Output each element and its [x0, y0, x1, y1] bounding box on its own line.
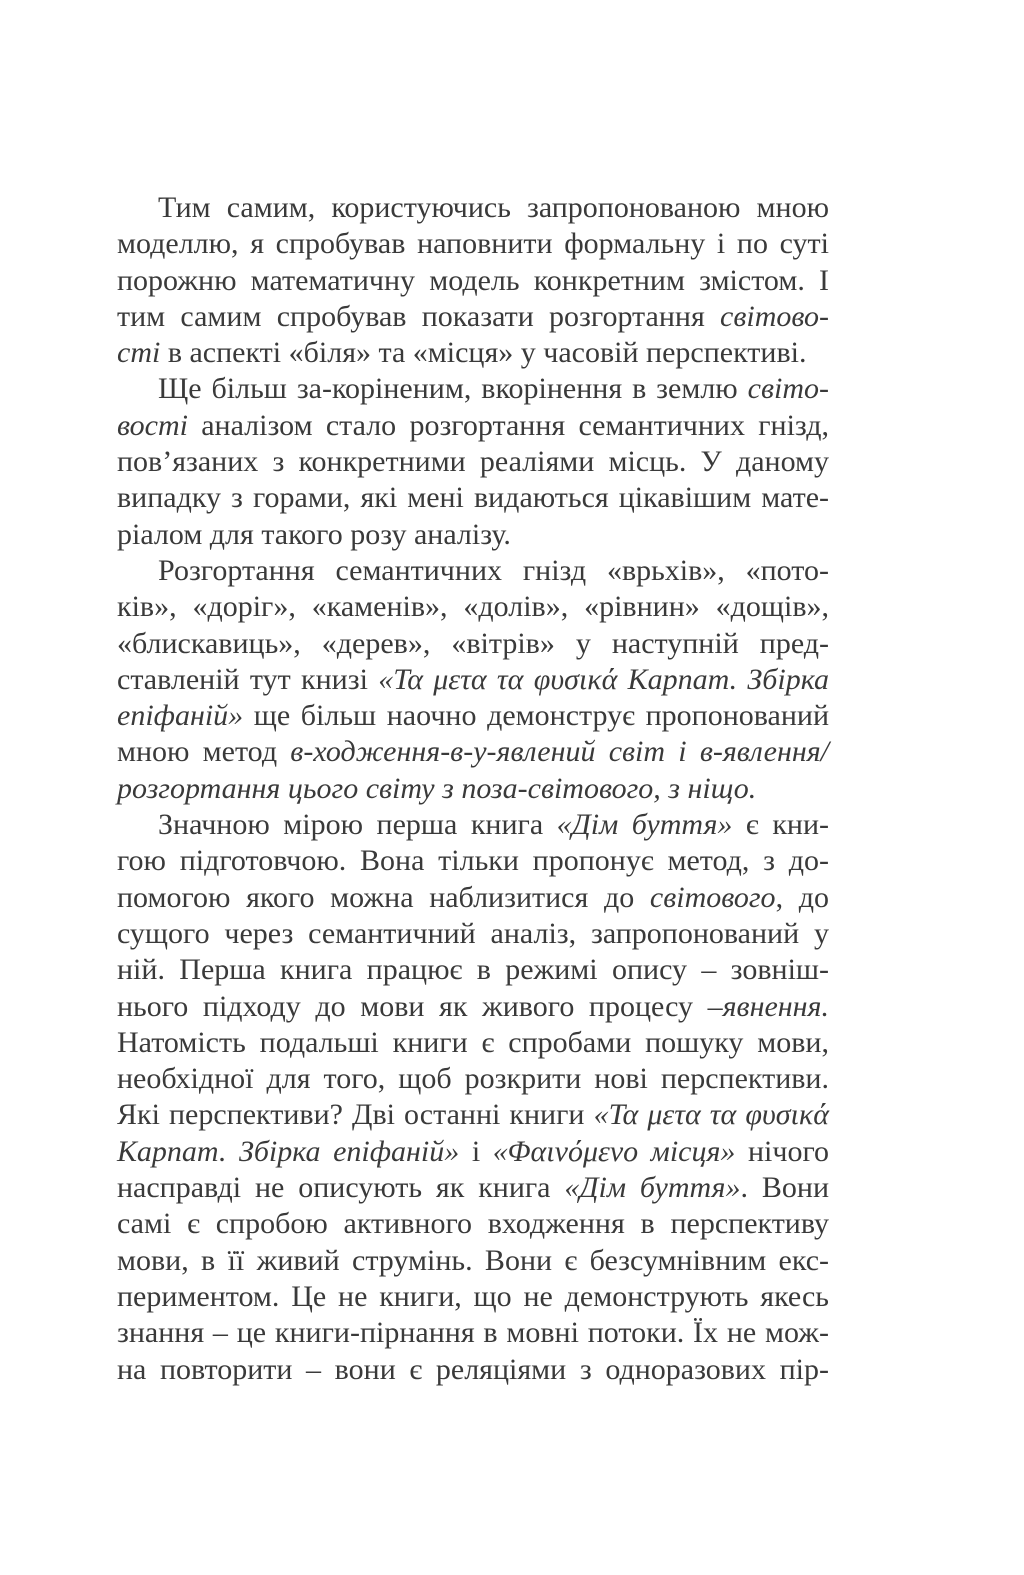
- text-run: ній. Перша книга працює в режимі опису – зовніш-: [117, 953, 829, 987]
- text-run: пов’язаних з конкретними реаліями місць. У даному: [117, 445, 829, 479]
- text-line: [117, 444, 829, 480]
- text-line: [117, 1315, 829, 1351]
- text-run: Які перспективи? Дві останні книги: [117, 1098, 594, 1132]
- text-run: в аспекті «біля» та «місця» у часовій перспективі.: [160, 336, 807, 370]
- text-run: Натомість подальші книги є спробами пошуку мови,: [117, 1025, 829, 1059]
- text-line: [117, 371, 829, 407]
- text-line: [117, 771, 829, 807]
- italic-run: в-ходження-в-у-явлений світ і в-явлення/: [290, 735, 829, 769]
- paragraph-4: [117, 807, 829, 1388]
- text-run: периментом. Це не книги, що не демонструють якесь: [117, 1279, 829, 1313]
- italic-run: світово-: [720, 299, 829, 333]
- paragraph-2: [117, 371, 829, 552]
- italic-run: «Φαινόμενο місця»: [492, 1134, 736, 1168]
- text-run: тим самим спробував показати розгортання: [117, 299, 721, 333]
- italic-run: сті: [117, 336, 161, 370]
- text-line: [117, 916, 829, 952]
- italic-run: «Дім буття»: [564, 1171, 741, 1205]
- text-line: [117, 480, 829, 516]
- text-run: ставленій тут книзі: [117, 662, 379, 696]
- text-run: насправді не описують як книга: [117, 1171, 565, 1205]
- text-run: . Вони: [740, 1171, 830, 1205]
- italic-run: вості: [117, 408, 188, 442]
- text-run: на повторити – вони є реляціями з одноразових пір-: [117, 1352, 829, 1386]
- text-line: [117, 734, 829, 770]
- text-run: мови, в її живий струмінь. Вони є безсумнівним екс-: [117, 1243, 829, 1277]
- text-line: [117, 989, 829, 1025]
- text-run: «блискавиць», «дерев», «вітрів» у наступній пред-: [117, 626, 829, 660]
- italic-run: Карпат. Збірка епіфаній»: [117, 1134, 460, 1168]
- text-line: [117, 589, 829, 625]
- text-line: [117, 1279, 829, 1315]
- text-line: [117, 807, 829, 843]
- text-run: помогою якого можна наблизитися до: [117, 880, 650, 914]
- text-line: [117, 880, 829, 916]
- text-run: гою підготовчою. Вона тільки пропонує метод, з до-: [117, 844, 829, 878]
- text-line: [117, 698, 829, 734]
- text-run: ще більш наочно демонструє пропонований: [243, 699, 829, 733]
- text-run: знання – це книги-пірнання в мовні потоки. Їх не мож-: [117, 1316, 829, 1350]
- text-line: [117, 263, 829, 299]
- text-run: Ще більш за-коріненим, вкорінення в землю: [158, 372, 748, 406]
- text-run: Значною мірою перша книга: [158, 808, 557, 842]
- text-run: необхідної для того, щоб розкрити нові перспективи.: [117, 1062, 829, 1096]
- text-run: нічого: [735, 1134, 829, 1168]
- text-line: [117, 226, 829, 262]
- text-line: [117, 1134, 829, 1170]
- text-line: [117, 1170, 829, 1206]
- text-line: [117, 299, 829, 335]
- italic-run: «Τα μετα τα φυσικά: [593, 1098, 829, 1132]
- text-line: [117, 626, 829, 662]
- italic-run: –явнення.: [707, 989, 829, 1023]
- text-run: порожню математичну модель конкретним змістом. І: [117, 263, 829, 297]
- italic-run: світового: [649, 880, 776, 914]
- text-line: [117, 1352, 829, 1388]
- text-run: аналізом стало розгортання семантичних гнізд,: [187, 408, 829, 442]
- text-line: [117, 952, 829, 988]
- text-run: ріалом для такого розу аналізу.: [117, 517, 511, 551]
- page-body: [117, 190, 829, 1388]
- paragraph-1: [117, 190, 829, 371]
- text-line: [117, 408, 829, 444]
- italic-run: «Τα μετα τα φυσικά Карпат. Збірка: [378, 662, 829, 696]
- italic-run: «Дім буття»: [556, 808, 733, 842]
- text-run: ків», «доріг», «каменів», «долів», «рівнин» «дощів»,: [117, 590, 829, 624]
- text-run: моделлю, я спробував наповнити формальну і по суті: [117, 227, 829, 261]
- text-line: [117, 1243, 829, 1279]
- text-run: і: [459, 1134, 493, 1168]
- text-run: випадку з горами, які мені видаються цікавішим мате-: [117, 481, 829, 515]
- text-run: нього підходу до мови як живого процесу: [117, 989, 708, 1023]
- text-line: [117, 1025, 829, 1061]
- text-line: [117, 190, 829, 226]
- text-line: [117, 662, 829, 698]
- italic-run: розгортання цього світу з поза-світового, з ніщо.: [117, 771, 757, 805]
- text-line: [117, 1097, 829, 1133]
- text-run: сущого через семантичний аналіз, запропонований у: [117, 916, 829, 950]
- text-line: [117, 1206, 829, 1242]
- text-run: , до: [775, 880, 829, 914]
- text-run: Розгортання семантичних гнізд «врьхів», «пото-: [158, 553, 829, 587]
- paragraph-3: [117, 553, 829, 807]
- text-run: мною метод: [117, 735, 291, 769]
- text-run: самі є спробою активного входження в перспективу: [117, 1207, 829, 1241]
- text-run: Тим самим, користуючись запропонованою мною: [158, 191, 829, 224]
- text-line: [117, 843, 829, 879]
- text-line: [117, 1061, 829, 1097]
- italic-run: світо-: [747, 372, 829, 406]
- text-line: [117, 553, 829, 589]
- text-run: є кни-: [732, 808, 829, 842]
- text-line: [117, 335, 829, 371]
- text-line: [117, 517, 829, 553]
- italic-run: епіфаній»: [117, 699, 244, 733]
